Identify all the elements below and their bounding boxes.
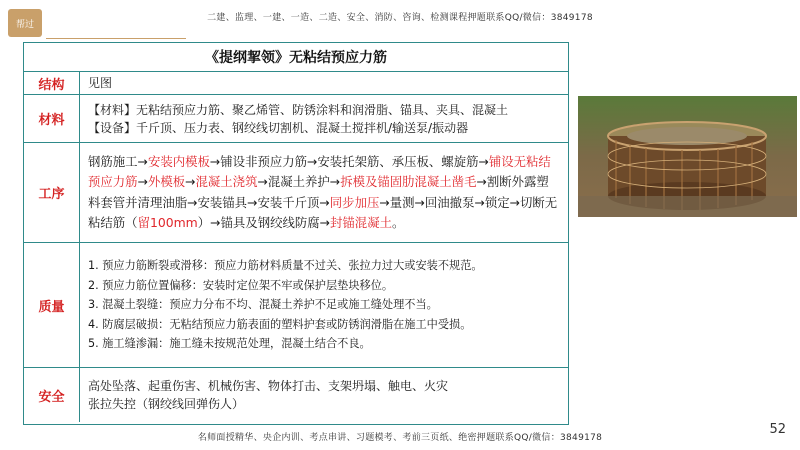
process-step-text: →混凝土养护→ — [257, 174, 341, 189]
circular-tank-construction-photo — [578, 96, 797, 217]
row-structure — [24, 72, 568, 95]
header-contact-note: 二建、监理、一建、一造、二造、安全、消防、咨询、检测课程押题联系QQ/微信：3849178 — [207, 13, 593, 23]
process-flow-text — [88, 152, 560, 234]
process-key-step: 外模板 — [147, 174, 186, 189]
page-number: 52 — [769, 422, 786, 437]
process-step-text: →割断外露塑料套管并清理油脂→安装锚具→安装千斤顶→ — [88, 174, 549, 210]
row-label-quality: 质量 — [24, 243, 80, 367]
materials-line: 【材料】无粘结预应力筋、聚乙烯管、防锈涂料和润滑脂、锚具、夹具、混凝土 — [88, 102, 509, 117]
safety-line: 高处坠落、起重伤害、机械伤害、物体打击、支架坍塌、触电、火灾 — [88, 379, 449, 393]
row-label-safety: 安全 — [24, 368, 80, 422]
quality-item: 3. 混凝土裂缝：预应力分布不均、混凝土养护不足或施工缝处理不当。 — [88, 298, 438, 312]
safety-line: 张拉失控（钢绞线回弹伤人） — [88, 397, 245, 411]
row-label-process: 工序 — [24, 143, 80, 242]
process-step-text: →量测→回油撤泵→锁定→切断无粘结筋（ — [88, 194, 558, 230]
header-divider — [46, 38, 186, 39]
row-content-structure: 见图 — [88, 76, 113, 90]
process-key-step: 同步加压 — [329, 194, 380, 210]
table-title: 《提纲挈领》无粘结预应力筋 — [24, 43, 568, 72]
row-content-materials — [80, 95, 568, 142]
row-safety — [24, 368, 568, 422]
process-step-text: →铺设非预应力筋→安装托架筋、承压板、螺旋筋→ — [209, 153, 489, 169]
process-key-step: 留100mm — [137, 215, 198, 230]
process-step-text: 。 — [391, 215, 405, 230]
process-step-text: 钢筋施工→ — [88, 153, 148, 169]
row-materials — [24, 95, 568, 143]
quality-item: 4. 防腐层破损：无粘结预应力筋表面的塑料护套或防锈润滑脂在施工中受损。 — [88, 317, 472, 331]
quality-item: 5. 施工缝渗漏：施工缝未按规范处理，混凝土结合不良。 — [88, 337, 371, 351]
row-content-quality — [80, 243, 568, 367]
quality-item: 1. 预应力筋断裂或滑移：预应力筋材料质量不过关、张拉力过大或安装不规范。 — [88, 259, 483, 273]
process-key-step: 封锚混凝土 — [330, 215, 392, 230]
process-step-text: → — [137, 174, 148, 189]
row-quality — [24, 243, 568, 368]
process-key-step: 拆模及锚固肋混凝土凿毛 — [340, 174, 477, 189]
row-process — [24, 143, 568, 243]
row-content-safety — [80, 368, 568, 422]
row-label-materials: 材料 — [24, 95, 80, 142]
brand-logo: 帮过 — [8, 9, 42, 37]
row-content-process — [80, 143, 568, 242]
footer-contact-note: 名师面授精华、央企内训、考点串讲、习题模考、考前三页纸、绝密押题联系QQ/微信：3849178 — [197, 433, 603, 443]
process-key-step: 混凝土浇筑 — [195, 174, 258, 189]
equipment-line: 【设备】千斤顶、压力表、钢绞线切割机、混凝土搅拌机/输送泵/振动器 — [88, 120, 469, 135]
process-step-text: ）→锚具及钢绞线防腐→ — [197, 215, 331, 230]
process-key-step: 铺设无粘结预应力筋 — [88, 153, 551, 189]
quality-item: 2. 预应力筋位置偏移：安装时定位架不牢或保护层垫块移位。 — [88, 278, 394, 292]
row-label-structure: 结构 — [24, 72, 80, 94]
process-key-step: 安装内模板 — [147, 153, 210, 169]
process-step-text: → — [185, 174, 196, 189]
summary-table — [23, 42, 569, 425]
